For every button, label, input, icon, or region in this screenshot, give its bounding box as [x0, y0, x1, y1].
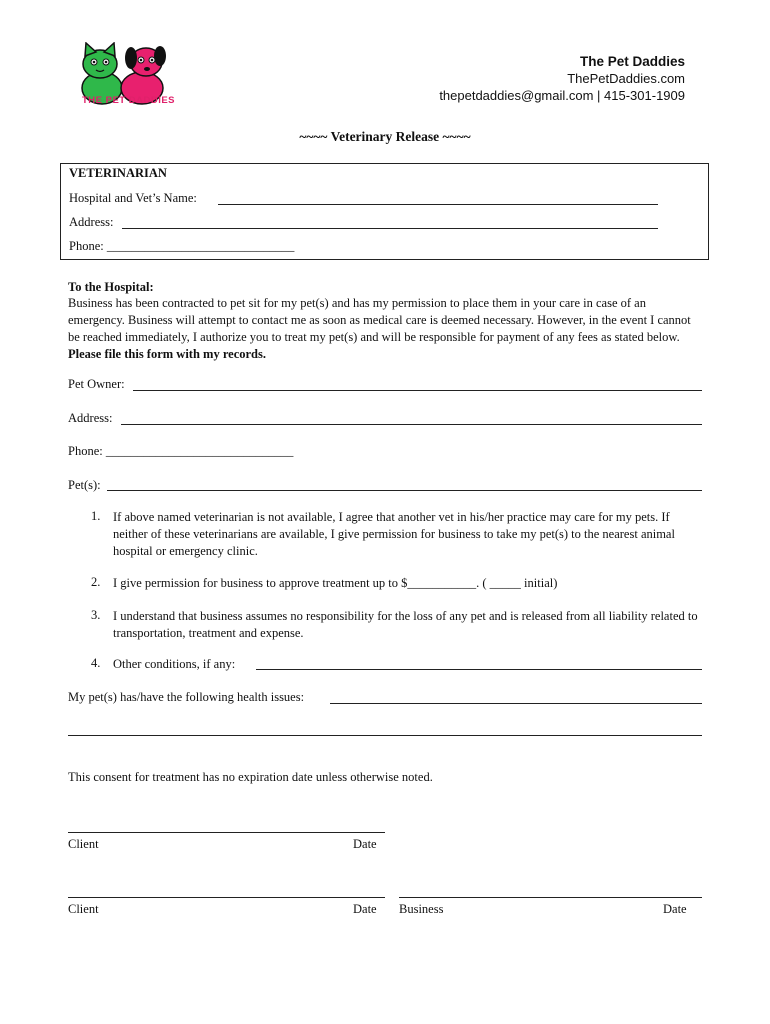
vet-phone-label: Phone: ______________________________: [69, 239, 295, 253]
date-label: Date: [353, 837, 377, 851]
other-conditions-field[interactable]: [256, 669, 702, 670]
pet-owner-field[interactable]: [133, 390, 702, 391]
health-issues-label: My pet(s) has/have the following health issues:: [68, 690, 305, 704]
consent-statement: This consent for treatment has no expiration date unless otherwise noted.: [68, 770, 433, 784]
health-issues-field[interactable]: [330, 703, 702, 704]
date-label: Date: [663, 902, 687, 916]
owner-address-label: Address:: [68, 411, 113, 425]
pets-field[interactable]: [107, 490, 702, 491]
company-name: The Pet Daddies: [579, 54, 685, 69]
business-label: Business: [399, 902, 444, 916]
item-number: 4.: [91, 656, 101, 670]
vet-address-label: Address:: [69, 215, 114, 229]
pets-label: Pet(s):: [68, 478, 101, 492]
owner-phone-label: Phone: ______________________________: [68, 444, 294, 458]
owner-address-field[interactable]: [121, 424, 702, 425]
item-number: 2.: [91, 575, 101, 589]
item-number: 3.: [91, 608, 101, 622]
to-hospital-paragraph: [68, 295, 700, 363]
item-number: 1.: [91, 509, 101, 523]
file-form-note: Please file this form with my records.: [68, 347, 266, 361]
pet-owner-label: Pet Owner:: [68, 377, 125, 391]
veterinarian-heading: VETERINARIAN: [69, 166, 167, 180]
company-website: ThePetDaddies.com: [567, 71, 685, 86]
client-label: Client: [68, 902, 99, 916]
client-signature-line-1[interactable]: [68, 832, 385, 833]
vet-address-field[interactable]: [122, 228, 658, 229]
hospital-name-field[interactable]: [218, 204, 658, 205]
item-text: I give permission for business to approve treatment up to $___________. ( _____ initial): [113, 576, 558, 590]
to-hospital-heading: To the Hospital:: [68, 280, 154, 294]
health-issues-field-line-2[interactable]: [68, 735, 702, 736]
client-signature-line-2[interactable]: [68, 897, 385, 898]
item-text: I understand that business assumes no responsibility for the loss of any pet and is released from all liability related to transportation, treatment and expense.: [113, 609, 698, 640]
item-text: Other conditions, if any:: [113, 657, 236, 671]
company-contact: thepetdaddies@gmail.com | 415-301-1909: [439, 88, 685, 103]
item-text: If above named veterinarian is not available, I agree that another vet in his/her practice may care for my pets. If neither of these veterinarians are available, I give permission for business to take my pet(s) to the nearest animal hospital or emergency clinic.: [113, 510, 675, 558]
to-hospital-body: Business has been contracted to pet sit for my pet(s) and has my permission to place them in your care in case of an emergency. Business will attempt to contact me as soon as medical care is deemed necessary. However, in the event I cannot be reached immediately, I authorize you to treat my pet(s) and will be responsible for payment of any fees as stated below.: [68, 296, 691, 344]
hospital-name-label: Hospital and Vet’s Name:: [69, 191, 197, 205]
date-label: Date: [353, 902, 377, 916]
business-signature-line[interactable]: [399, 897, 702, 898]
veterinarian-section: [60, 163, 709, 260]
logo-text: THE PET DADDIES: [82, 95, 176, 106]
document-title: ~~~~ Veterinary Release ~~~~: [299, 129, 471, 144]
client-label: Client: [68, 837, 99, 851]
